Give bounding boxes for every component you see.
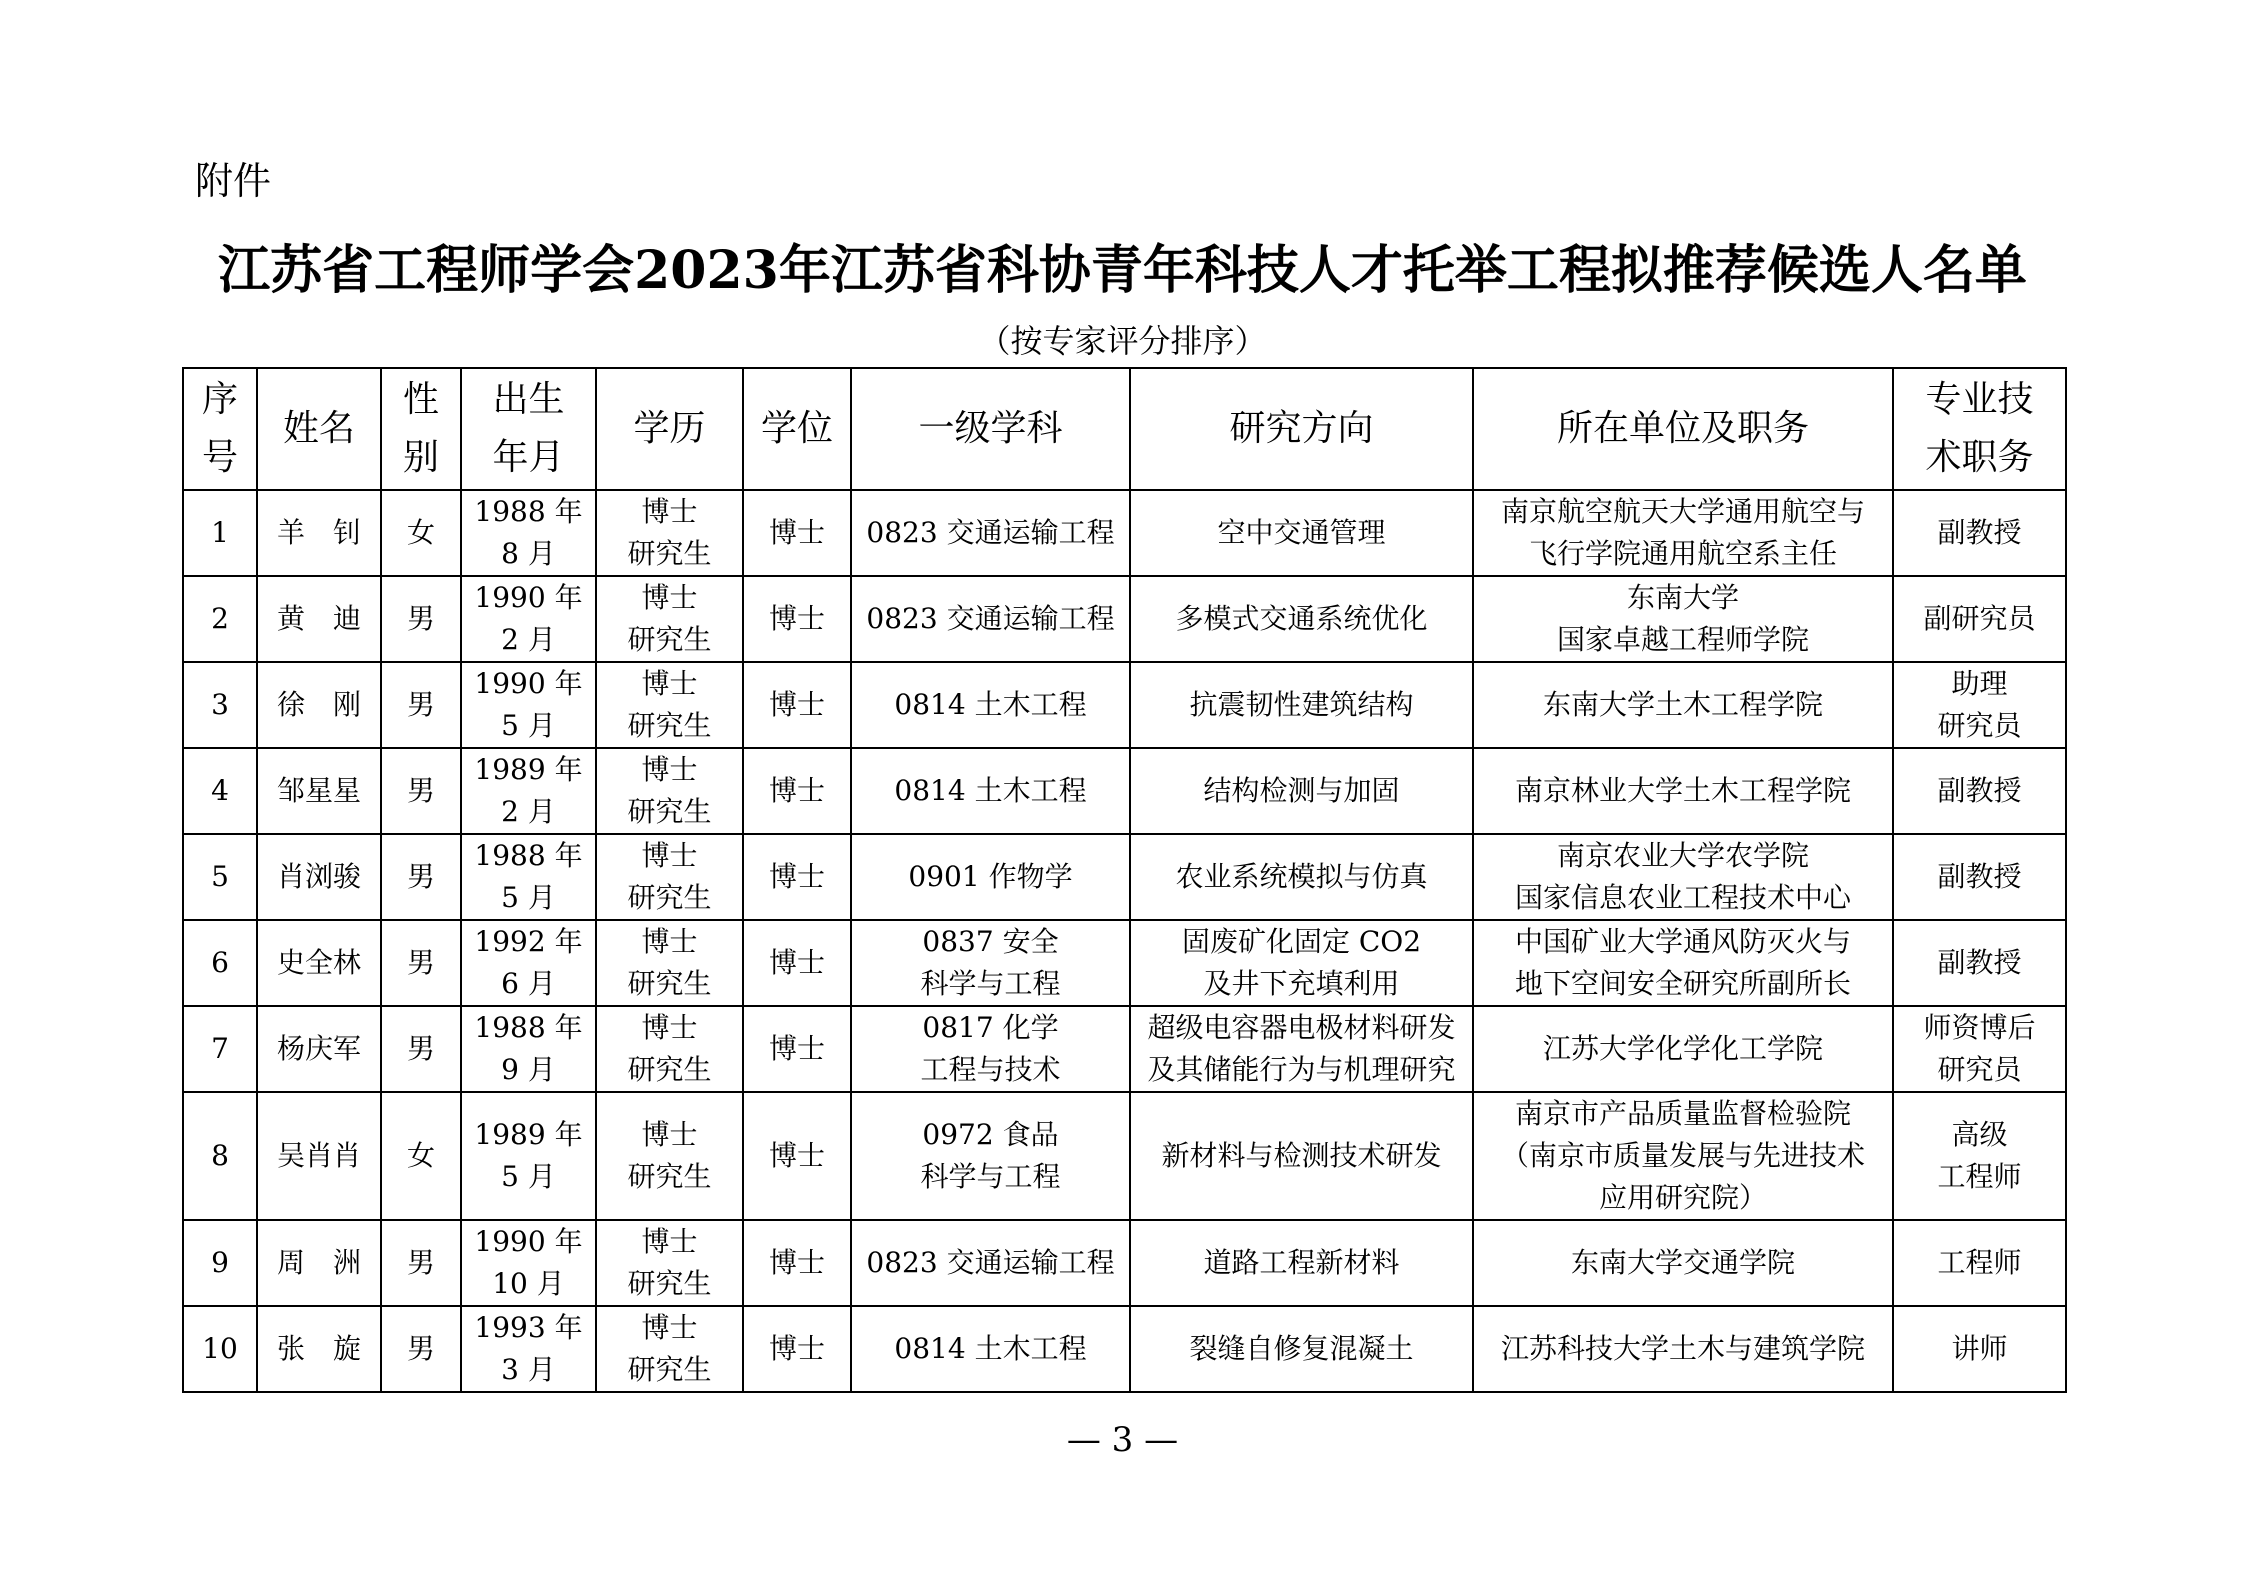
cell-birth: 1990 年 5 月 (461, 662, 596, 748)
cell-education: 博士 研究生 (596, 1306, 743, 1392)
cell-index: 4 (183, 748, 257, 834)
cell-discipline: 0814 土木工程 (851, 662, 1130, 748)
cell-title: 工程师 (1893, 1220, 2066, 1306)
cell-birth: 1993 年 3 月 (461, 1306, 596, 1392)
cell-education: 博士 研究生 (596, 576, 743, 662)
cell-birth: 1992 年 6 月 (461, 920, 596, 1006)
cell-gender: 男 (381, 834, 461, 920)
cell-name: 邹星星 (257, 748, 381, 834)
cell-degree: 博士 (743, 662, 851, 748)
header-education: 学历 (596, 368, 743, 490)
cell-index: 1 (183, 490, 257, 576)
cell-discipline: 0823 交通运输工程 (851, 576, 1130, 662)
cell-index: 10 (183, 1306, 257, 1392)
cell-discipline: 0901 作物学 (851, 834, 1130, 920)
cell-education: 博士 研究生 (596, 490, 743, 576)
cell-affiliation: 中国矿业大学通风防灭火与 地下空间安全研究所副所长 (1473, 920, 1893, 1006)
cell-gender: 男 (381, 920, 461, 1006)
cell-research: 超级电容器电极材料研发 及其储能行为与机理研究 (1130, 1006, 1473, 1092)
cell-name: 吴肖肖 (257, 1092, 381, 1220)
cell-research: 裂缝自修复混凝土 (1130, 1306, 1473, 1392)
cell-degree: 博士 (743, 490, 851, 576)
cell-index: 9 (183, 1220, 257, 1306)
cell-education: 博士 研究生 (596, 1220, 743, 1306)
cell-research: 道路工程新材料 (1130, 1220, 1473, 1306)
cell-title: 助理 研究员 (1893, 662, 2066, 748)
header-gender: 性 别 (381, 368, 461, 490)
cell-gender: 女 (381, 1092, 461, 1220)
cell-title: 副教授 (1893, 920, 2066, 1006)
cell-title: 副教授 (1893, 748, 2066, 834)
cell-title: 师资博后 研究员 (1893, 1006, 2066, 1092)
cell-birth: 1988 年 9 月 (461, 1006, 596, 1092)
cell-gender: 男 (381, 748, 461, 834)
header-degree: 学位 (743, 368, 851, 490)
cell-birth: 1988 年 5 月 (461, 834, 596, 920)
cell-discipline: 0837 安全 科学与工程 (851, 920, 1130, 1006)
cell-index: 3 (183, 662, 257, 748)
cell-affiliation: 南京农业大学农学院 国家信息农业工程技术中心 (1473, 834, 1893, 920)
cell-education: 博士 研究生 (596, 1092, 743, 1220)
cell-index: 7 (183, 1006, 257, 1092)
cell-gender: 女 (381, 490, 461, 576)
cell-birth: 1990 年 2 月 (461, 576, 596, 662)
header-discipline: 一级学科 (851, 368, 1130, 490)
cell-gender: 男 (381, 1220, 461, 1306)
cell-research: 抗震韧性建筑结构 (1130, 662, 1473, 748)
cell-affiliation: 江苏大学化学化工学院 (1473, 1006, 1893, 1092)
table-row (183, 1006, 2066, 1092)
cell-index: 8 (183, 1092, 257, 1220)
cell-name: 黄 迪 (257, 576, 381, 662)
cell-name: 肖浏骏 (257, 834, 381, 920)
cell-title: 讲师 (1893, 1306, 2066, 1392)
cell-research: 结构检测与加固 (1130, 748, 1473, 834)
cell-name: 史全林 (257, 920, 381, 1006)
cell-name: 周 洲 (257, 1220, 381, 1306)
cell-birth: 1989 年 5 月 (461, 1092, 596, 1220)
cell-degree: 博士 (743, 1220, 851, 1306)
table-row (183, 1092, 2066, 1220)
cell-research: 新材料与检测技术研发 (1130, 1092, 1473, 1220)
table-row (183, 576, 2066, 662)
cell-affiliation: 东南大学 国家卓越工程师学院 (1473, 576, 1893, 662)
cell-index: 5 (183, 834, 257, 920)
cell-title: 副教授 (1893, 834, 2066, 920)
cell-birth: 1989 年 2 月 (461, 748, 596, 834)
cell-education: 博士 研究生 (596, 662, 743, 748)
document-subtitle: （按专家评分排序） (978, 322, 1267, 360)
cell-birth: 1990 年 10 月 (461, 1220, 596, 1306)
table-row (183, 748, 2066, 834)
cell-gender: 男 (381, 576, 461, 662)
table-row (183, 1220, 2066, 1306)
cell-degree: 博士 (743, 834, 851, 920)
cell-education: 博士 研究生 (596, 834, 743, 920)
cell-affiliation: 南京林业大学土木工程学院 (1473, 748, 1893, 834)
table-header-row (183, 368, 2066, 490)
header-research: 研究方向 (1130, 368, 1473, 490)
cell-degree: 博士 (743, 576, 851, 662)
header-index: 序 号 (183, 368, 257, 490)
cell-education: 博士 研究生 (596, 920, 743, 1006)
header-affiliation: 所在单位及职务 (1473, 368, 1893, 490)
table-row (183, 834, 2066, 920)
cell-research: 空中交通管理 (1130, 490, 1473, 576)
cell-birth: 1988 年 8 月 (461, 490, 596, 576)
cell-research: 固废矿化固定 CO2 及井下充填利用 (1130, 920, 1473, 1006)
cell-discipline: 0814 土木工程 (851, 748, 1130, 834)
header-title: 专业技 术职务 (1893, 368, 2066, 490)
cell-name: 杨庆军 (257, 1006, 381, 1092)
cell-education: 博士 研究生 (596, 1006, 743, 1092)
cell-title: 高级 工程师 (1893, 1092, 2066, 1220)
cell-name: 徐 刚 (257, 662, 381, 748)
cell-title: 副教授 (1893, 490, 2066, 576)
cell-degree: 博士 (743, 1006, 851, 1092)
cell-affiliation: 南京市产品质量监督检验院 （南京市质量发展与先进技术 应用研究院） (1473, 1092, 1893, 1220)
table-row (183, 920, 2066, 1006)
table-row (183, 490, 2066, 576)
cell-education: 博士 研究生 (596, 748, 743, 834)
cell-gender: 男 (381, 1306, 461, 1392)
candidate-table (182, 367, 2067, 1393)
cell-discipline: 0823 交通运输工程 (851, 490, 1130, 576)
header-birth: 出生 年月 (461, 368, 596, 490)
cell-gender: 男 (381, 662, 461, 748)
cell-discipline: 0823 交通运输工程 (851, 1220, 1130, 1306)
cell-research: 多模式交通系统优化 (1130, 576, 1473, 662)
page-number: — 3 — (1066, 1420, 1179, 1460)
cell-affiliation: 东南大学土木工程学院 (1473, 662, 1893, 748)
cell-degree: 博士 (743, 920, 851, 1006)
table-row (183, 662, 2066, 748)
cell-discipline: 0814 土木工程 (851, 1306, 1130, 1392)
cell-degree: 博士 (743, 1306, 851, 1392)
cell-affiliation: 东南大学交通学院 (1473, 1220, 1893, 1306)
cell-index: 6 (183, 920, 257, 1006)
table-row (183, 1306, 2066, 1392)
cell-affiliation: 南京航空航天大学通用航空与 飞行学院通用航空系主任 (1473, 490, 1893, 576)
cell-index: 2 (183, 576, 257, 662)
cell-degree: 博士 (743, 748, 851, 834)
cell-name: 张 旋 (257, 1306, 381, 1392)
cell-title: 副研究员 (1893, 576, 2066, 662)
cell-research: 农业系统模拟与仿真 (1130, 834, 1473, 920)
cell-discipline: 0817 化学 工程与技术 (851, 1006, 1130, 1092)
cell-degree: 博士 (743, 1092, 851, 1220)
attachment-label: 附件 (195, 159, 272, 203)
header-name: 姓名 (257, 368, 381, 490)
cell-affiliation: 江苏科技大学土木与建筑学院 (1473, 1306, 1893, 1392)
document-title: 江苏省工程师学会2023年江苏省科协青年科技人才托举工程拟推荐候选人名单 (218, 240, 2027, 301)
cell-gender: 男 (381, 1006, 461, 1092)
cell-name: 羊 钊 (257, 490, 381, 576)
cell-discipline: 0972 食品 科学与工程 (851, 1092, 1130, 1220)
